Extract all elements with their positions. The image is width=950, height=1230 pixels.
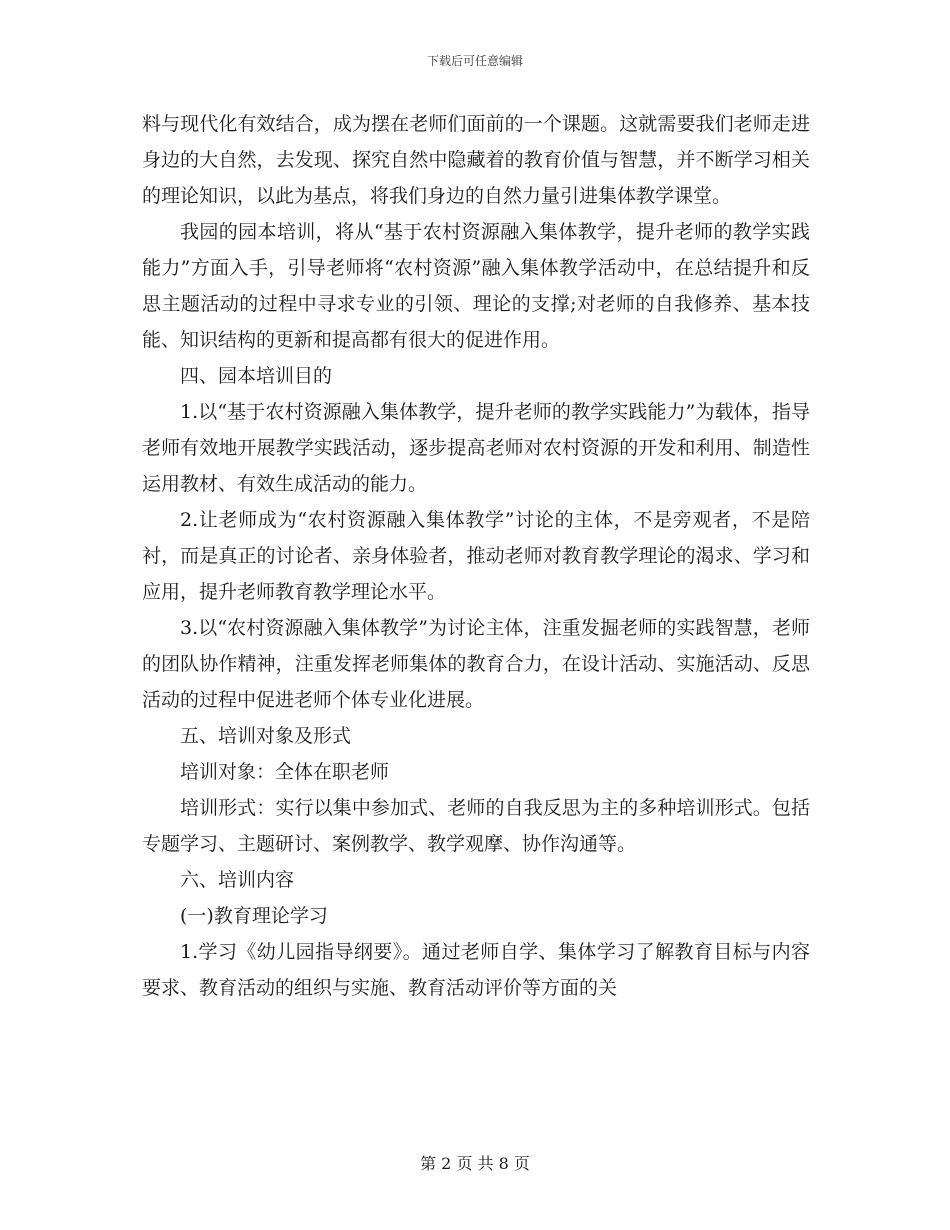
page-header [0,53,950,69]
paragraph-1: 料与现代化有效结合，成为摆在老师们面前的一个课题。这就需要我们老师走进身边的大自然，去发现、探究自然中隐藏着的教育价值与智慧，并不断学习相关的理论知识，以此为基点，将我们身边的自然力量引进集体教学课堂。 [142,113,810,207]
goal-item-3: 3.以“农村资源融入集体教学”为讨论主体，注重发掘老师的实践智慧，老师的团队协作精神，注重发挥老师集体的教育合力，在设计活动、实施活动、反思活动的过程中促进老师个体专业化进展。 [142,617,810,711]
section-heading-4: 四、园本培训目的 [180,365,333,387]
paragraph-2: 我园的园本培训，将从“基于农村资源融入集体教学，提升老师的教学实践能力”方面入手，引导老师将“农村资源”融入集体教学活动中，在总结提升和反思主题活动的过程中寻求专业的引领、理论的支撑;对老师的自我修养、基本技能、知识结构的更新和提高都有很大的促进作用。 [142,221,810,351]
document-body [142,106,810,1006]
page-footer [0,1154,950,1174]
section-heading-5: 五、培训对象及形式 [180,725,352,747]
section-heading-6: 六、培训内容 [180,869,295,891]
subsection-heading-1: (一)教育理论学习 [180,905,328,927]
header-note: 下载后可任意编辑 [426,54,523,68]
page-number: 第 2 页 共 8 页 [420,1154,530,1173]
training-target: 培训对象：全体在职老师 [180,761,390,783]
training-form: 培训形式：实行以集中参加式、老师的自我反思为主的多种培训形式。包括专题学习、主题研讨、案例教学、教学观摩、协作沟通等。 [142,797,810,855]
goal-item-2: 2.让老师成为“农村资源融入集体教学”讨论的主体，不是旁观者，不是陪衬，而是真正的讨论者、亲身体验者，推动老师对教育教学理论的渴求、学习和应用，提升老师教育教学理论水平。 [142,509,810,603]
content-item-1: 1.学习《幼儿园指导纲要》。通过老师自学、集体学习了解教育目标与内容要求、教育活动的组织与实施、教育活动评价等方面的关 [142,941,810,999]
goal-item-1: 1.以“基于农村资源融入集体教学，提升老师的教学实践能力”为载体，指导老师有效地开展教学实践活动，逐步提高老师对农村资源的开发和利用、制造性运用教材、有效生成活动的能力。 [142,401,810,495]
